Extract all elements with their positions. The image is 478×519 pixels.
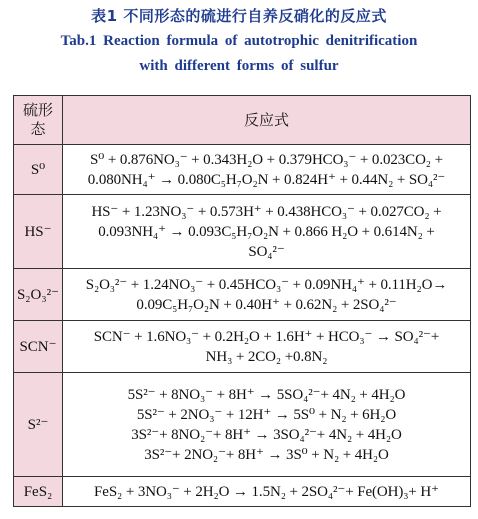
reaction-formula-cell bbox=[63, 321, 471, 373]
reaction-line: HS⁻ + 1.23NO₃⁻ + 0.573H⁺ + 0.438HCO₃⁻ + 0.027CO₂ + bbox=[91, 203, 442, 220]
reaction-formula-cell bbox=[63, 195, 471, 269]
reaction-line: SCN⁻ + 1.6NO₃⁻ + 0.2H₂O + 1.6H⁺ + HCO₃⁻ → SO₄²⁻+ bbox=[93, 328, 440, 345]
reaction-line: S⁰ + 0.876NO₃⁻ + 0.343H₂O + 0.379HCO₃⁻ + 0.023CO₂ + bbox=[90, 151, 443, 168]
table-row bbox=[14, 477, 471, 507]
reaction-formula-cell bbox=[63, 269, 471, 321]
table-row bbox=[14, 269, 471, 321]
table-row bbox=[14, 195, 471, 269]
reaction-line: 3S²⁻+ 2NO₂⁻+ 8H⁺ → 3S⁰ + N₂ + 4H₂O bbox=[144, 446, 389, 463]
reaction-line: 0.09C₅H₇O₂N + 0.40H⁺ + 0.62N₂ + 2SO₄²⁻ bbox=[136, 296, 397, 313]
table-body bbox=[14, 145, 471, 507]
reaction-formula-cell bbox=[63, 477, 471, 507]
reaction-line: S₂O₃²⁻ + 1.24NO₃⁻ + 0.45HCO₃⁻ + 0.09NH₄⁺ + 0.11H₂O→ bbox=[85, 276, 448, 293]
reaction-line: 5S²⁻ + 8NO₃⁻ + 8H⁺ → 5SO₄²⁻+ 4N₂ + 4H₂O bbox=[127, 386, 406, 403]
header-sulfur-form bbox=[14, 96, 63, 145]
header-sulfur-form-line1: 硫形 bbox=[22, 101, 53, 119]
reaction-line: 0.093NH₄⁺ → 0.093C₅H₇O₂N + 0.866 H₂O + 0.614N₂ + bbox=[98, 223, 435, 240]
reaction-line: 3S²⁻+ 8NO₂⁻+ 8H⁺ → 3SO₄²⁻+ 4N₂ + 4H₂O bbox=[131, 426, 402, 443]
reaction-formula-cell bbox=[63, 373, 471, 477]
sulfur-form-cell: SCN⁻ bbox=[14, 321, 63, 373]
sulfur-form-cell: FeS₂ bbox=[14, 477, 63, 507]
table-title-cn: 表1 不同形态的硫进行自养反硝化的反应式 bbox=[91, 7, 387, 25]
table-header-row bbox=[14, 96, 471, 145]
table-row bbox=[14, 321, 471, 373]
table-row bbox=[14, 373, 471, 477]
reaction-formula-cell bbox=[63, 145, 471, 195]
reaction-line: SO₄²⁻ bbox=[248, 243, 285, 260]
reaction-line: 5S²⁻ + 2NO₃⁻ + 12H⁺ → 5S⁰ + N₂ + 6H₂O bbox=[136, 406, 397, 423]
caption bbox=[0, 6, 478, 79]
sulfur-form-cell: S²⁻ bbox=[14, 373, 63, 477]
table-title-en-line1: Tab.1 Reaction formula of autotrophic denitrification bbox=[60, 33, 418, 49]
reaction-line: 0.080NH₄⁺ → 0.080C₅H₇O₂N + 0.824H⁺ + 0.44N₂ + SO₄²⁻ bbox=[87, 171, 446, 188]
table-title-en-line2: with different forms of sulfur bbox=[139, 58, 339, 74]
sulfur-form-cell: HS⁻ bbox=[14, 195, 63, 269]
sulfur-form-cell: S₂O₃²⁻ bbox=[14, 269, 63, 321]
table-row bbox=[14, 145, 471, 195]
header-sulfur-form-line2: 态 bbox=[30, 120, 46, 138]
header-reaction-formula: 反应式 bbox=[63, 96, 471, 145]
reaction-line: FeS₂ + 3NO₃⁻ + 2H₂O → 1.5N₂ + 2SO₄²⁻+ Fe(OH)₃+ H⁺ bbox=[94, 483, 439, 500]
sulfur-form-cell: S⁰ bbox=[14, 145, 63, 195]
reaction-table bbox=[13, 95, 471, 507]
reaction-line: NH₃ + 2CO₂ +0.8N₂ bbox=[205, 348, 328, 365]
